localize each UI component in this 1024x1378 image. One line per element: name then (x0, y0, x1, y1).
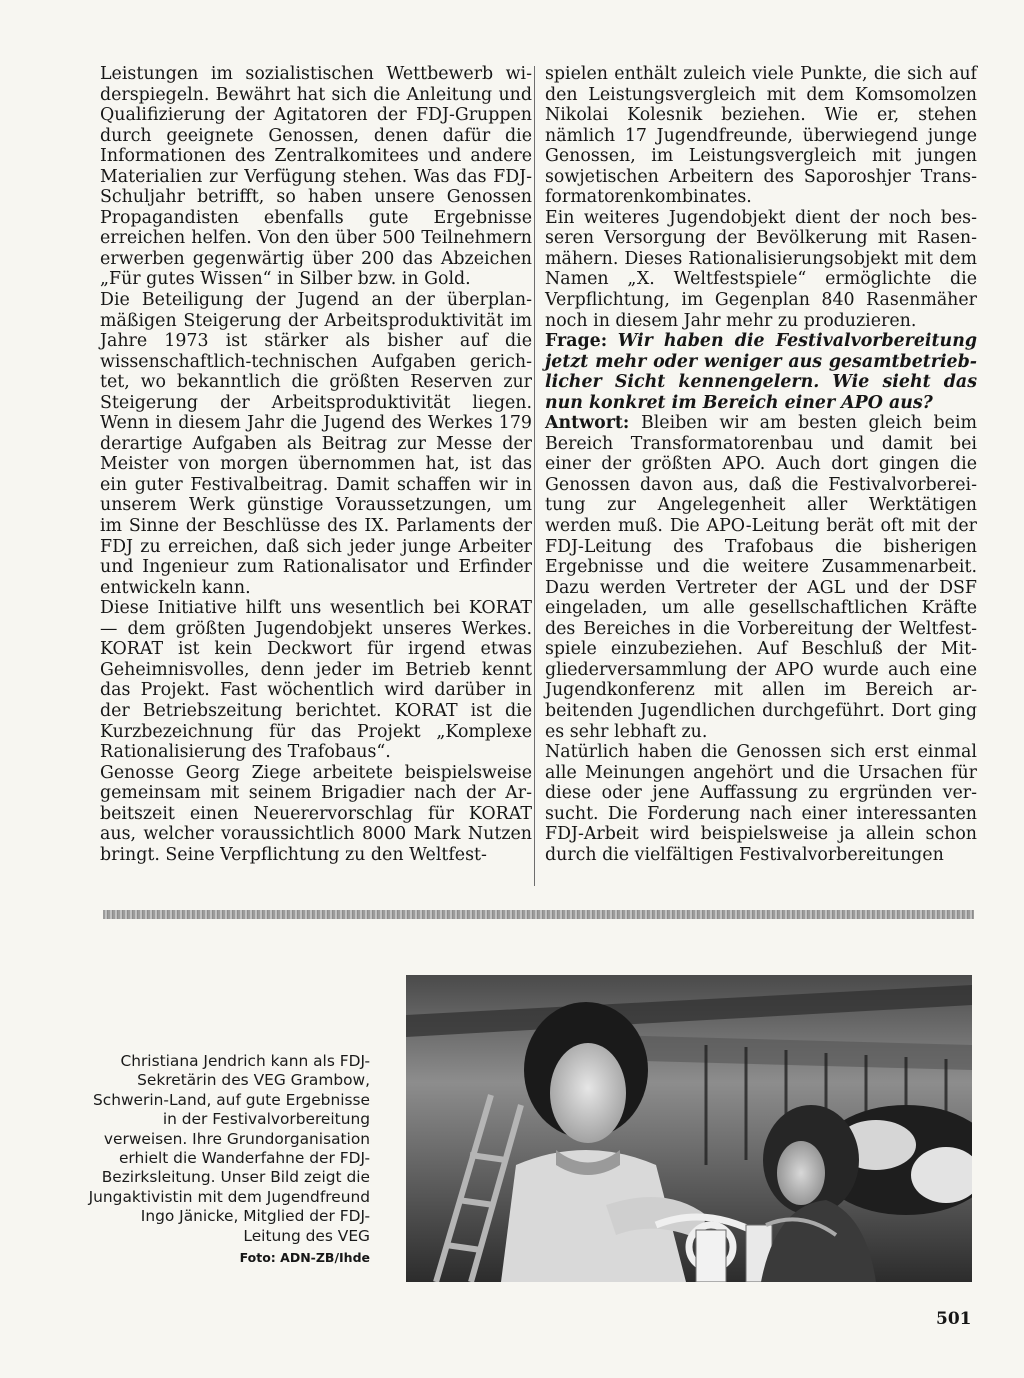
paragraph: spielen enthält zuleich viele Punkte, die sich auf den Leistungsvergleich mit dem Komsomolzen Nikolai Kolesnik beziehen. Wie er, stehen nämlich 17 Jugendfreunde, überwiegend junge Genossen, im Leistungsvergleich mit jungen sowjetischen Arbeitern des Saporoshjer Transformatorenkombinates. (545, 64, 977, 208)
photo-credit: Foto: ADN-ZB/Ihde (239, 1250, 370, 1265)
photo-two-women-milking-machine (406, 975, 972, 1282)
paragraph: Leistungen im sozialistischen Wettbewerb widerspiegeln. Bewährt hat sich die Anleitung und Qualifizierung der Agitatoren der FDJ-Gruppen durch geeignete Genossen, denen dafür die Informationen des Zentralkomitees und andere Materialien zur Verfügung stehen. Was das FDJ-Schuljahr betrifft, so haben unsere Genossen Propagandisten ebenfalls gute Ergebnisse erreichen helfen. Von den über 500 Teilnehmern erwerben gegenwärtig über 200 das Abzeichen „Für gutes Wissen“ in Silber bzw. in Gold. (100, 64, 532, 290)
photo-illustration (406, 975, 972, 1282)
answer-label: Antwort: (545, 413, 630, 434)
paragraph: Genosse Georg Ziege arbeitete beispielsweise gemeinsam mit seinem Brigadier nach der Arbeitszeit einen Neuerervorschlag für KORAT aus, welcher voraussichtlich 8000 Mark Nutzen bringt. Seine Verpflichtung zu den Weltfest- (100, 762, 532, 865)
paragraph: Natürlich haben die Genossen sich erst einmal alle Meinungen angehört und die Ursachen für diese oder jene Auffassung zu ergründen versucht. Die Forderung nach einer interessanten FDJ-Arbeit wird beispielsweise ja allein schon durch die vielfältigen Festivalvorbereitungen (545, 742, 977, 865)
answer (545, 413, 977, 742)
question (545, 331, 977, 413)
paragraph: Ein weiteres Jugendobjekt dient der noch besseren Versorgung der Bevölkerung mit Rasenmähern. Dieses Rationalisierungsobjekt mit dem Namen „X. Weltfestspiele“ ermöglichte die Verpflichtung, im Gegenplan 840 Rasenmäher noch in diesem Jahr mehr zu produzieren. (545, 207, 977, 331)
paragraph: Die Beteiligung der Jugend an der überplanmäßigen Steigerung der Arbeitsproduktivität im Jahre 1973 ist stärker als bisher auf die wissenschaftlich-technischen Aufgaben gerichtet, wo bekanntlich die größten Reserven zur Steigerung der Arbeitsproduktivität liegen. Wenn in diesem Jahr die Jugend des Werkes 179 derartige Aufgaben als Beitrag zur Messe der Meister von morgen übernommen hat, ist das ein guter Festivalbeitrag. Damit schaffen wir in unserem Werk günstige Voraussetzungen, um im Sinne der Beschlüsse des IX. Parlaments der FDJ zu erreichen, daß sich jeder junge Arbeiter und Ingenieur zum Rationalisator und Erfinder entwickeln kann. (100, 290, 532, 598)
page-number: 501 (936, 1309, 972, 1329)
question-text: Wir haben die Festivalvorbereitung jetzt mehr oder weniger aus gesamtbetrieblicher Sicht kennengelern. Wie sieht das nun konkret im Bereich einer APO aus? (545, 331, 977, 413)
section-rule (103, 910, 974, 919)
answer-text: Bleiben wir am besten gleich beim Bereich Transformatorenbau und damit bei einer der größten APO. Auch dort gingen die Genossen davon aus, daß die Festivalvorbereitung zur Angelegenheit aller Werktätigen werden muß. Die APO-Leitung berät oft mit der FDJ-Leitung des Trafobaus die bisherigen Ergebnisse und die weitere Zusammenarbeit. Dazu werden Vertreter der AGL und der DSF eingeladen, um alle gesellschaftlichen Kräfte des Bereiches in die Vorbereitung der Weltfestspiele einzubeziehen. Auf Beschluß der Mitgliederversammlung der APO wurde auch eine Jugendkonferenz mit allen im Bereich arbeitenden Jugendlichen durchgeführt. Dort ging es sehr lebhaft zu. (545, 413, 978, 742)
column-divider (534, 66, 535, 886)
article-column-right (545, 64, 977, 865)
question-label: Frage: (545, 331, 608, 352)
article-column-left (100, 64, 532, 865)
paragraph: Diese Initiative hilft uns wesentlich bei KORAT — dem größten Jugendobjekt unseres Werkes. KORAT ist kein Deckwort für irgend etwas Geheimnisvolles, denn jeder im Betrieb kennt das Projekt. Fast wöchentlich wird darüber in der Betriebszeitung berichtet. KORAT ist die Kurzbezeichnung für das Projekt „Komplexe Rationalisierung des Trafobaus“. (100, 598, 532, 763)
photo-caption: Christiana Jendrich kann als FDJ-Sekretärin des VEG Grambow, Schwerin-Land, auf gute Ergebnisse in der Festivalvorbereitung verweisen. Ihre Grundorganisation erhielt die Wanderfahne der FDJ-Bezirksleitung. Unser Bild zeigt die Jungaktivistin mit dem Jugendfreund Ingo Jänicke, Mitglied der FDJ-Leitung des VEG (88, 1052, 370, 1245)
